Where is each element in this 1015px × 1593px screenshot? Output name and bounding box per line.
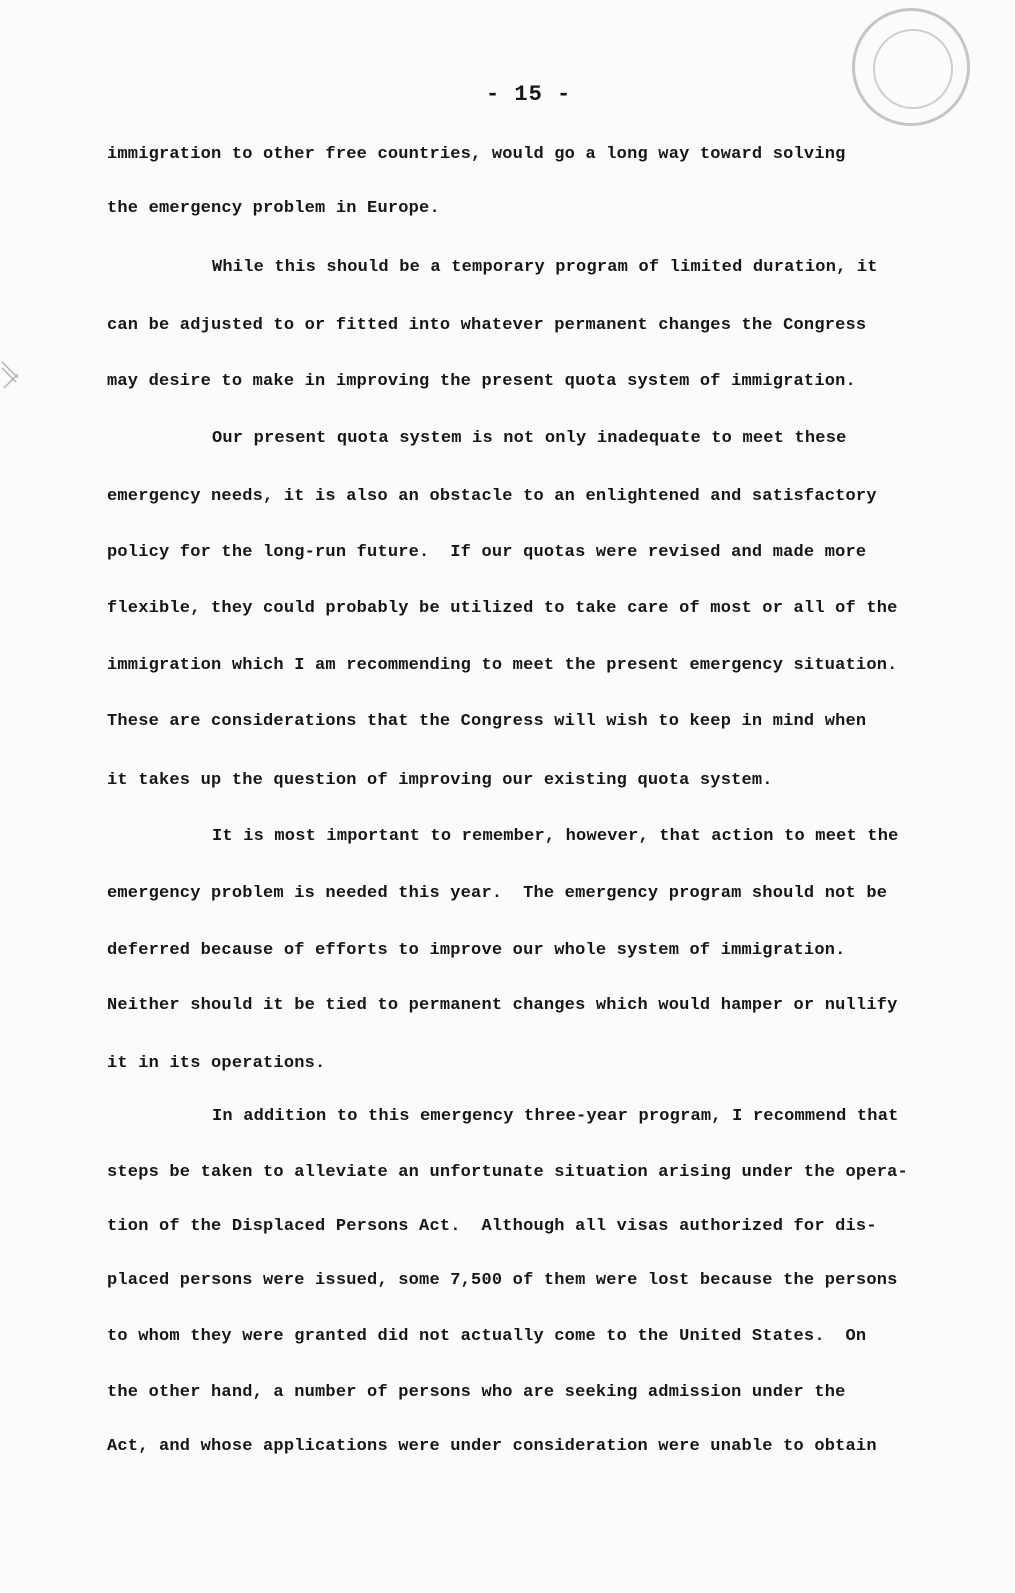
text-line: may desire to make in improving the present quota system of immigration. [107,372,856,391]
text-line: steps be taken to alleviate an unfortunate situation arising under the opera- [107,1163,908,1182]
text-line: Act, and whose applications were under consideration were unable to obtain [107,1437,877,1456]
text-line: immigration to other free countries, would go a long way toward solving [107,145,846,164]
text-line: While this should be a temporary program of limited duration, it [212,258,878,277]
text-line: it in its operations. [107,1054,326,1073]
text-line: placed persons were issued, some 7,500 of them were lost because the persons [107,1271,898,1290]
text-line: deferred because of efforts to improve our whole system of immigration. [107,941,846,960]
text-line: it takes up the question of improving our existing quota system. [107,771,773,790]
text-line: policy for the long-run future. If our quotas were revised and made more [107,543,867,562]
text-line: Our present quota system is not only inadequate to meet these [212,429,847,448]
text-line: the emergency problem in Europe. [107,199,440,218]
text-line: emergency needs, it is also an obstacle to an enlightened and satisfactory [107,487,877,506]
text-line: Neither should it be tied to permanent changes which would hamper or nullify [107,996,898,1015]
stamp-inner-ring [873,29,953,109]
page-number: - 15 - [486,82,572,107]
text-line: the other hand, a number of persons who are seeking admission under the [107,1383,846,1402]
scan-mark-icon [0,360,22,392]
archive-stamp [852,8,970,126]
text-line: tion of the Displaced Persons Act. Although all visas authorized for dis- [107,1217,877,1236]
text-line: immigration which I am recommending to meet the present emergency situation. [107,656,898,675]
text-line: It is most important to remember, however, that action to meet the [212,827,899,846]
text-line: In addition to this emergency three-year program, I recommend that [212,1107,899,1126]
text-line: emergency problem is needed this year. The emergency program should not be [107,884,888,903]
text-line: flexible, they could probably be utilized to take care of most or all of the [107,599,898,618]
text-line: can be adjusted to or fitted into whatever permanent changes the Congress [107,316,867,335]
text-line: to whom they were granted did not actually come to the United States. On [107,1327,867,1346]
text-line: These are considerations that the Congress will wish to keep in mind when [107,712,867,731]
